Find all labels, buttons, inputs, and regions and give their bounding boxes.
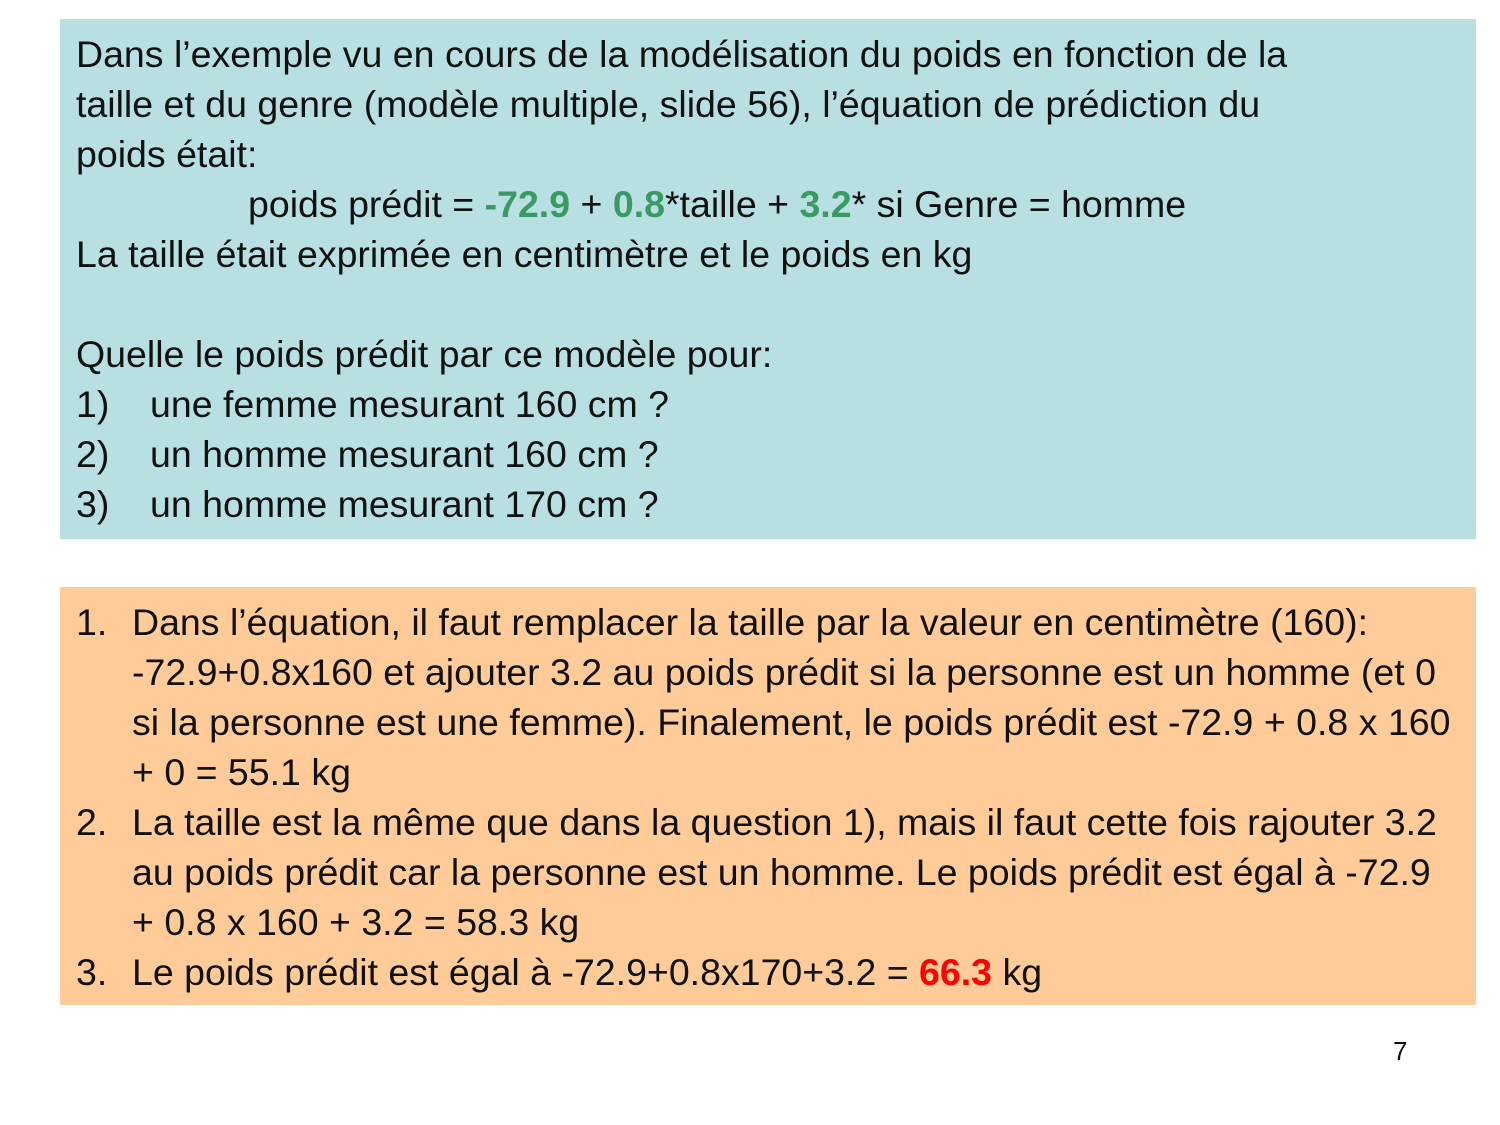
equation-prefix: poids prédit = xyxy=(248,183,485,225)
equation-coef-genre: 3.2 xyxy=(799,183,852,225)
intro-line-1: Dans l’exemple vu en cours de la modélisation du poids en fonction de la xyxy=(76,33,1288,75)
answer-3-result: 66.3 xyxy=(919,951,993,993)
equation-intercept: -72.9 xyxy=(484,183,571,225)
answer-box xyxy=(60,587,1476,1005)
question-item-number: 1) xyxy=(76,383,110,425)
question-item xyxy=(76,379,1460,429)
question-item xyxy=(76,479,1460,529)
question-item-number: 2) xyxy=(76,433,110,475)
answer-3-unit: kg xyxy=(992,951,1043,993)
question-item-text: une femme mesurant 160 cm ? xyxy=(150,383,669,425)
answer-item xyxy=(76,797,1460,947)
equation-coef-taille: 0.8 xyxy=(612,183,665,225)
equation-taille-text: *taille + xyxy=(664,183,800,225)
question-item-text: un homme mesurant 160 cm ? xyxy=(150,433,659,475)
equation-suffix: * si Genre = homme xyxy=(851,183,1187,225)
question-item-text: un homme mesurant 170 cm ? xyxy=(150,483,659,525)
answer-item-number: 3. xyxy=(76,951,108,993)
prediction-equation xyxy=(76,179,1460,229)
question-box xyxy=(60,19,1476,539)
page-number: 7 xyxy=(1393,1036,1408,1066)
blank-line xyxy=(76,279,1460,329)
question-list xyxy=(76,379,1460,529)
answer-list xyxy=(76,597,1460,997)
intro-line-2: taille et du genre (modèle multiple, slide 56), l’équation de prédiction du xyxy=(76,83,1261,125)
question-prompt: Quelle le poids prédit par ce modèle pour: xyxy=(76,333,773,375)
answer-item xyxy=(76,947,1460,997)
answer-item-number: 1. xyxy=(76,601,108,643)
answer-item-number: 2. xyxy=(76,801,108,843)
units-line: La taille était exprimée en centimètre et le poids en kg xyxy=(76,233,973,275)
question-item-number: 3) xyxy=(76,483,110,525)
intro-line-3: poids était: xyxy=(76,133,258,175)
answer-item-text: Dans l’équation, il faut remplacer la taille par la valeur en centimètre (160): -72.9+0.8x160 et ajouter 3.2 au poids prédit si la personne est un homme (et 0 si la personne est une femme). Finalement, le poids prédit est -72.9 + 0.8 x 160 + 0 = 55.1 kg xyxy=(132,601,1451,793)
answer-item xyxy=(76,597,1460,797)
answer-item-text: La taille est la même que dans la question 1), mais il faut cette fois rajouter 3.2 au poids prédit car la personne est un homme. Le poids prédit est égal à -72.9 + 0.8 x 160 + 3.2 = 58.3 kg xyxy=(132,801,1437,943)
equation-plus: + xyxy=(570,183,613,225)
question-item xyxy=(76,429,1460,479)
answer-3-text-before: Le poids prédit est égal à -72.9+0.8x170+3.2 = xyxy=(132,951,920,993)
answer-item-text xyxy=(132,947,1460,997)
